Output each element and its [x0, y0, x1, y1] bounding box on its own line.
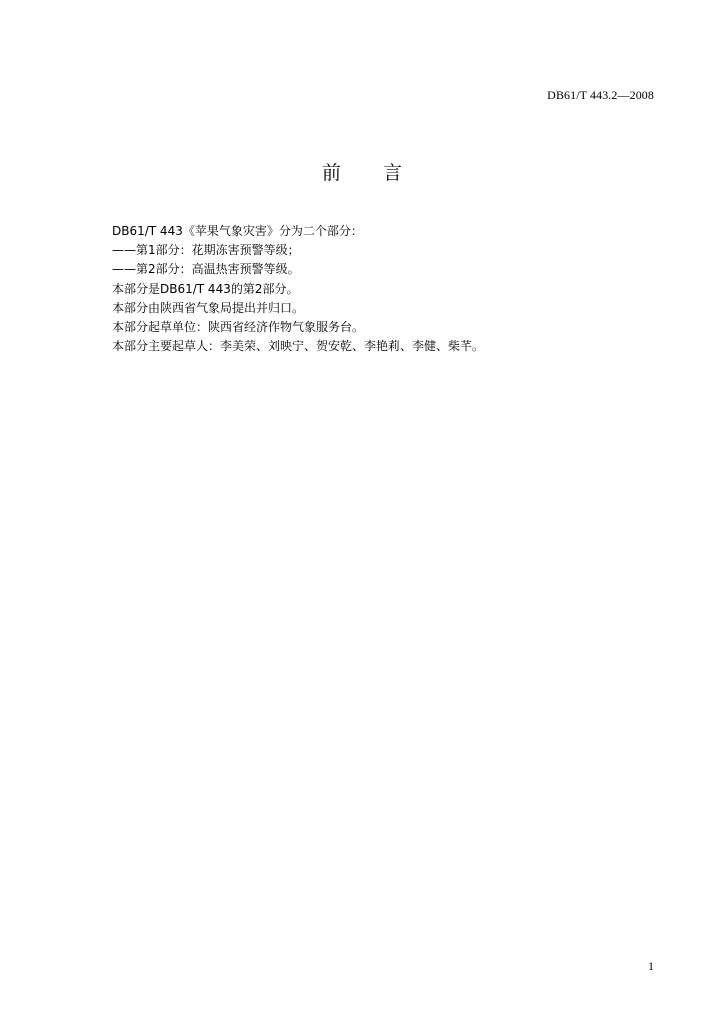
- foreword-line-drafters: 本部分主要起草人：李美荣、刘映宁、贺安乾、李艳莉、李健、柴芊。: [112, 339, 485, 354]
- document-code-header: DB61/T 443.2—2008: [547, 88, 654, 102]
- page-number: 1: [648, 959, 654, 973]
- foreword-line-part-2: ——第2部分：高温热害预警等级。: [112, 262, 300, 277]
- foreword-line-proposer: 本部分由陕西省气象局提出并归口。: [112, 300, 305, 315]
- foreword-line-drafting-unit: 本部分起草单位：陕西省经济作物气象服务台。: [112, 320, 365, 335]
- title-char-1: 前: [321, 162, 341, 184]
- foreword-line-part-1: ——第1部分：花期冻害预警等级；: [112, 243, 300, 258]
- foreword-body: [112, 222, 632, 356]
- foreword-line-this-part: 本部分是DB61/T 443的第2部分。: [112, 281, 299, 296]
- title-char-2: 言: [383, 162, 403, 184]
- page-title: [0, 158, 724, 185]
- foreword-line-standard-parts: DB61/T 443《苹果气象灾害》分为二个部分：: [112, 224, 363, 238]
